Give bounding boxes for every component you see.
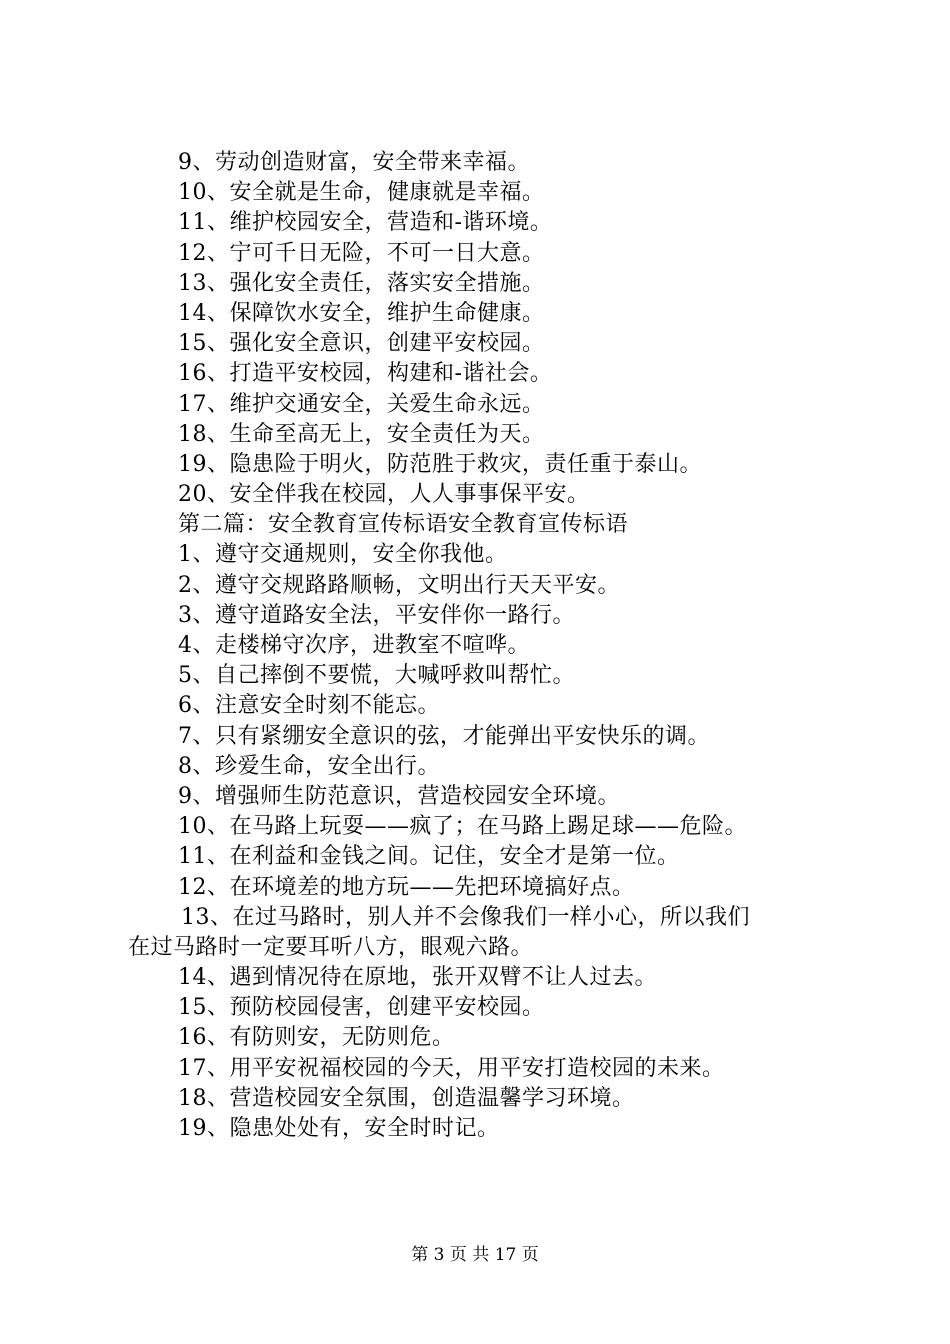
slogan-line: 12、在环境差的地方玩——先把环境搞好点。 [178, 874, 635, 900]
slogan-line: 5、自己摔倒不要慌，大喊呼救叫帮忙。 [178, 663, 575, 689]
slogan-line: 17、维护交通安全，关爱生命永远。 [178, 391, 545, 417]
slogan-line: 6、注意安全时刻不能忘。 [178, 693, 440, 719]
slogan-line: 14、遇到情况待在原地，张开双臂不让人过去。 [178, 965, 657, 991]
slogan-line: 17、用平安祝福校园的今天，用平安打造校园的未来。 [178, 1055, 725, 1081]
slogan-line: 16、打造平安校园，构建和-谐社会。 [178, 361, 553, 387]
slogan-line-continuation: 在过马路时一定要耳听八方，眼观六路。 [128, 934, 534, 960]
slogan-line: 12、宁可千日无险，不可一日大意。 [178, 240, 545, 266]
slogan-line: 2、遵守交规路路顺畅，文明出行天天平安。 [178, 572, 620, 598]
slogan-line: 20、安全伴我在校园，人人事事保平安。 [178, 482, 590, 508]
slogan-line: 1、遵守交通规则，安全你我他。 [178, 542, 508, 568]
slogan-line: 15、预防校园侵害，创建平安校园。 [178, 995, 545, 1021]
slogan-line: 8、珍爱生命，安全出行。 [178, 753, 440, 779]
slogan-line: 9、增强师生防范意识，营造校园安全环境。 [178, 783, 620, 809]
document-body [0, 148, 950, 1144]
slogan-line-wrapped: 13、在过马路时，别人并不会像我们一样小心，所以我们 [181, 904, 750, 930]
section-title: 第二篇：安全教育宣传标语安全教育宣传标语 [178, 512, 629, 538]
slogan-line: 3、遵守道路安全法，平安伴你一路行。 [178, 602, 575, 628]
slogan-line: 18、生命至高无上，安全责任为天。 [178, 421, 545, 447]
page-footer: 第 3 页 共 17 页 [411, 1245, 539, 1265]
slogan-line: 19、隐患险于明火，防范胜于救灾，责任重于泰山。 [178, 451, 702, 477]
slogan-line: 15、强化安全意识，创建平安校园。 [178, 331, 545, 357]
slogan-line: 10、安全就是生命，健康就是幸福。 [178, 180, 545, 206]
slogan-line: 19、隐患处处有，安全时时记。 [178, 1116, 500, 1141]
slogan-line: 18、营造校园安全氛围，创造温馨学习环境。 [178, 1085, 635, 1111]
slogan-line: 14、保障饮水安全，维护生命健康。 [178, 300, 545, 326]
slogan-line: 13、强化安全责任，落实安全措施。 [178, 270, 545, 296]
slogan-line: 7、只有紧绷安全意识的弦，才能弹出平安快乐的调。 [178, 723, 710, 749]
slogan-line: 11、维护校园安全，营造和-谐环境。 [178, 210, 553, 236]
slogan-line: 4、走楼梯守次序，进教室不喧哗。 [178, 633, 530, 658]
slogan-line: 16、有防则安，无防则危。 [178, 1025, 455, 1051]
slogan-line: 11、在利益和金钱之间。记住，安全才是第一位。 [178, 844, 680, 870]
slogan-line: 9、劳动创造财富，安全带来幸福。 [178, 150, 530, 175]
slogan-line: 10、在马路上玩耍——疯了；在马路上踢足球——危险。 [178, 814, 747, 840]
